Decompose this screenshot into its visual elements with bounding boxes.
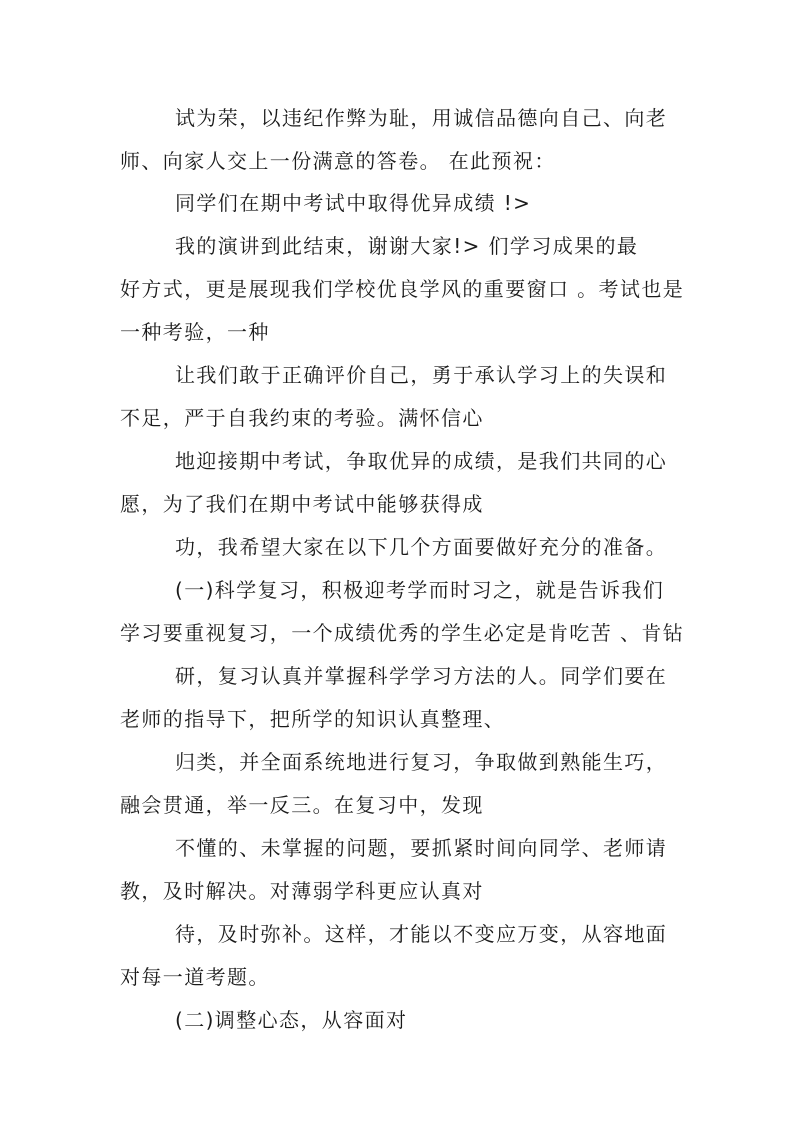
text-line: (二)调整心态，从容面对 [175,1008,408,1032]
text-line: 地迎接期中考试，争取优异的成绩，是我们共同的心 [175,449,668,473]
text-line: 一种考验，一种 [120,320,270,344]
text-line: 研，复习认真并掌握科学学习方法的人。同学们要在 [175,664,668,688]
text-line: 待，及时弥补。这样，才能以不变应万变，从容地面 [175,922,668,946]
text-line: 愿，为了我们在期中考试中能够获得成 [120,492,484,516]
text-line: 让我们敢于正确评价自己，勇于承认学习上的失误和 [175,363,668,387]
text-line: 学习要重视复习，一个成绩优秀的学生必定是肯吃苦 、肯钻 [120,621,685,645]
text-line: 对每一道考题。 [120,965,270,989]
text-line: 老师的指导下，把所学的知识认真整理、 [120,707,506,731]
text-line: 不足，严于自我约束的考验。满怀信心 [120,406,484,430]
text-line: 试为荣，以违纪作弊为耻，用诚信品德向自己、向老 [175,106,668,130]
text-line: 不懂的、未掌握的问题，要抓紧时间向同学、老师请 [175,836,668,860]
text-line: 融会贯通，举一反三。在复习中，发现 [120,793,484,817]
text-line: 同学们在期中考试中取得优异成绩 !> [175,191,532,215]
text-line: 好方式，更是展现我们学校优良学风的重要窗口 。考试也是 [120,277,685,301]
text-line: 归类，并全面系统地进行复习，争取做到熟能生巧， [175,750,668,774]
text-line: 功，我希望大家在以下几个方面要做好充分的准备。 [175,535,668,559]
text-line: 师、向家人交上一份满意的答卷。 在此预祝： [120,149,556,173]
text-line: (一)科学复习，积极迎考学而时习之，就是告诉我们 [175,578,665,602]
text-line: 我的演讲到此结束，谢谢大家!> 们学习成果的最 [175,234,639,258]
text-line: 教，及时解决。对薄弱学科更应认真对 [120,879,484,903]
